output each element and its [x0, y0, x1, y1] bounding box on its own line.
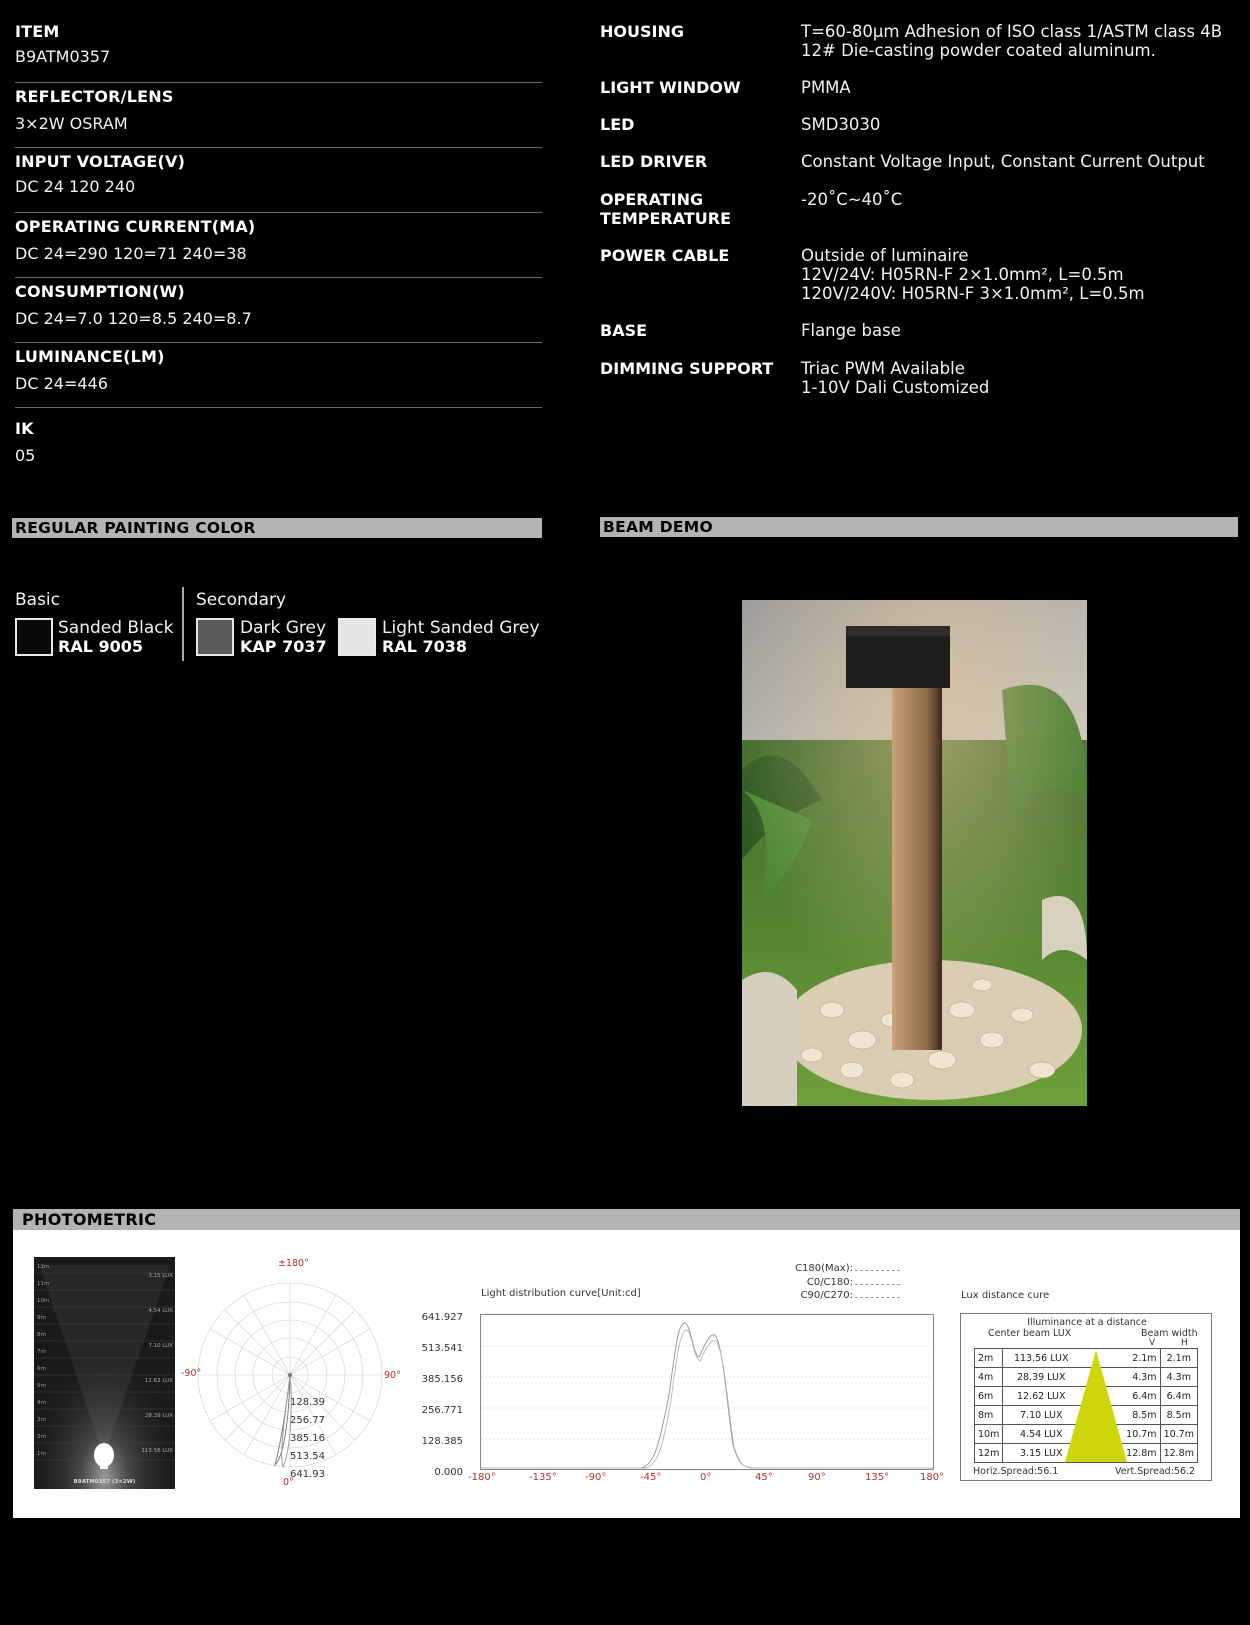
x-tick: 0° [700, 1472, 712, 1483]
v-cell: 4.3m [1123, 1368, 1160, 1387]
spec-label: IK [15, 419, 34, 438]
swatch-light-sanded-grey [338, 618, 376, 656]
lux-header-h: H [1181, 1338, 1188, 1348]
lux-cell: 113.56 LUX [1003, 1349, 1079, 1368]
lux-cell: 3.15 LUX [1003, 1444, 1079, 1463]
lux-cell: 7.10 LUX [1003, 1406, 1079, 1425]
spec-value: DC 24=7.0 120=8.5 240=8.7 [15, 309, 252, 328]
swatch-name: Sanded Black [58, 618, 174, 638]
section-painting-color: REGULAR PAINTING COLOR [12, 518, 542, 538]
legend-item [733, 1289, 900, 1303]
h-cell: 10.7m [1160, 1425, 1197, 1444]
polar-right-label: 90° [384, 1370, 401, 1381]
distance-label: 6m [37, 1366, 46, 1372]
distance-label: 11m [37, 1281, 50, 1287]
polar-ring-labels [290, 1394, 325, 1484]
x-tick: 90° [808, 1472, 826, 1483]
section-beam-demo: BEAM DEMO [600, 517, 1238, 537]
h-cell: 12.8m [1160, 1444, 1197, 1463]
lux-label: 12.62 LUX [144, 1378, 173, 1384]
spec-label: LED [600, 115, 635, 134]
v-cell: 10.7m [1123, 1425, 1160, 1444]
spec-label: POWER CABLE [600, 246, 730, 265]
lux-table-box [960, 1313, 1212, 1481]
legend-label: C180(Max): [795, 1263, 853, 1274]
swatch-code: RAL 7038 [382, 637, 467, 656]
x-tick: -45° [640, 1472, 662, 1483]
ring-label: 385.16 [290, 1433, 325, 1444]
curve-title: Light distribution curve[Unit:cd] [481, 1288, 641, 1299]
distance-label: 3m [37, 1417, 46, 1423]
lux-header-v: V [1149, 1338, 1156, 1348]
distance-cell: 10m [975, 1425, 1003, 1444]
legend-item [733, 1262, 900, 1276]
swatch-name: Dark Grey [240, 618, 327, 638]
x-tick: -180° [468, 1472, 496, 1483]
ring-label: 256.77 [290, 1415, 325, 1426]
polar-top-label: ±180° [278, 1258, 309, 1269]
spec-value: -20˚C~40˚C [801, 190, 903, 209]
spec-label: REFLECTOR/LENS [15, 87, 174, 106]
vert-spread: Vert.Spread:56.2 [1115, 1466, 1196, 1477]
legend-item [733, 1276, 900, 1290]
polar-left-label: -90° [181, 1368, 202, 1379]
polar-diagram [183, 1253, 413, 1493]
legend-label: C0/C180: [806, 1276, 853, 1288]
spec-list-left [15, 18, 542, 473]
spec-value: DC 24 120 240 [15, 177, 136, 196]
distance-cell: 4m [975, 1368, 1003, 1387]
lux-label: 113.56 LUX [141, 1448, 173, 1454]
spec-label: LUMINANCE(LM) [15, 347, 165, 366]
distance-label: 12m [37, 1264, 50, 1270]
spec-value: T=60-80μm Adhesion of ISO class 1/ASTM class 4B 12# Die-casting powder coated aluminum. [801, 22, 1223, 60]
spec-label: HOUSING [600, 22, 684, 41]
y-tick: 641.927 [421, 1312, 463, 1323]
spec-value: SMD3030 [801, 115, 881, 134]
ring-label: 128.39 [290, 1397, 325, 1408]
spec-row-luminance [15, 343, 542, 408]
spec-row-operating-current [15, 213, 542, 278]
basic-heading: Basic [15, 590, 61, 610]
distance-label: 9m [37, 1315, 46, 1321]
lux-table-title: Lux distance cure [961, 1290, 1050, 1301]
x-tick: 180° [920, 1472, 945, 1483]
swatch-name: Light Sanded Grey [382, 618, 540, 638]
curve-svg [481, 1315, 933, 1469]
cone-distance-labels [37, 1259, 49, 1463]
y-tick: 128.385 [421, 1436, 463, 1447]
bollard-illustration [742, 600, 1087, 1106]
spec-label: DIMMING SUPPORT [600, 359, 774, 378]
divider [182, 587, 184, 661]
spec-value: 3×2W OSRAM [15, 114, 128, 133]
spec-label: OPERATING CURRENT(MA) [15, 217, 256, 236]
y-tick: 256.771 [421, 1405, 463, 1416]
beam-cone-diagram [34, 1257, 175, 1489]
swatch-dark-grey [196, 618, 234, 656]
h-cell: 2.1m [1160, 1349, 1197, 1368]
cone-lux-labels [141, 1259, 173, 1469]
distance-cell: 6m [975, 1387, 1003, 1406]
polar-bottom-label: 0° [283, 1477, 294, 1488]
distance-label: 10m [37, 1298, 50, 1304]
swatch-sanded-black [15, 618, 53, 656]
lux-label: 4.54 LUX [148, 1308, 173, 1314]
v-cell: 8.5m [1123, 1406, 1160, 1425]
lux-header-width: Beam width [1141, 1328, 1198, 1339]
spec-label: CONSUMPTION(W) [15, 282, 185, 301]
x-tick: -90° [585, 1472, 607, 1483]
spec-value: Flange base [801, 321, 901, 340]
spec-value: 05 [15, 446, 36, 465]
x-tick: 45° [755, 1472, 773, 1483]
h-cell: 6.4m [1160, 1387, 1197, 1406]
lux-header-center: Center beam LUX [988, 1328, 1072, 1339]
spec-value: PMMA [801, 78, 851, 97]
spec-row-item [15, 18, 542, 83]
section-photometric: PHOTOMETRIC [13, 1209, 1240, 1231]
lux-label: 28.39 LUX [144, 1413, 173, 1419]
ring-label: 641.93 [290, 1469, 325, 1480]
spec-row-consumption [15, 278, 542, 343]
distance-label: 4m [37, 1400, 46, 1406]
y-tick: 385.156 [421, 1374, 463, 1385]
distance-label: 2m [37, 1434, 46, 1440]
distance-label: 1m [37, 1451, 46, 1457]
distance-label: 8m [37, 1332, 46, 1338]
horiz-spread: Horiz.Spread:56.1 [973, 1466, 1059, 1477]
distance-label: 5m [37, 1383, 46, 1389]
y-tick: 513.541 [421, 1343, 463, 1354]
v-cell: 6.4m [1123, 1387, 1160, 1406]
spec-label: LED DRIVER [600, 152, 708, 171]
spec-label: LIGHT WINDOW [600, 78, 741, 97]
v-cell: 12.8m [1123, 1444, 1160, 1463]
lux-label: 3.15 LUX [148, 1273, 173, 1279]
distance-cell: 8m [975, 1406, 1003, 1425]
secondary-heading: Secondary [196, 590, 287, 610]
distance-cell: 2m [975, 1349, 1003, 1368]
spec-label: INPUT VOLTAGE(V) [15, 152, 186, 171]
h-cell: 8.5m [1160, 1406, 1197, 1425]
legend-label: C90/C270: [800, 1290, 853, 1301]
v-cell: 2.1m [1123, 1349, 1160, 1368]
lux-beam-triangle [961, 1314, 1213, 1482]
lux-cell: 12.62 LUX [1003, 1387, 1079, 1406]
spec-value: DC 24=290 120=71 240=38 [15, 244, 247, 263]
spec-value: B9ATM0357 [15, 47, 111, 66]
cone-caption: B9ATM0357 (3×2W) [73, 1479, 136, 1485]
distance-label: 7m [37, 1349, 46, 1355]
spec-label: OPERATING TEMPERATURE [600, 190, 732, 228]
curve-plot [480, 1314, 934, 1470]
spec-row-reflector [15, 83, 542, 148]
spec-row-ik [15, 408, 542, 473]
x-tick: -135° [529, 1472, 557, 1483]
beam-demo-photo [742, 600, 1087, 1106]
h-cell: 4.3m [1160, 1368, 1197, 1387]
spec-row-input-voltage [15, 148, 542, 213]
curve-y-ticks [413, 1302, 463, 1488]
lux-header-main: Illuminance at a distance [1027, 1317, 1147, 1328]
x-tick: 135° [865, 1472, 890, 1483]
y-tick: 0.000 [434, 1467, 463, 1478]
lux-label: 7.10 LUX [148, 1343, 173, 1349]
swatch-code: KAP 7037 [240, 637, 327, 656]
spec-value: DC 24=446 [15, 374, 108, 393]
spec-value: Constant Voltage Input, Constant Current Output [801, 152, 1205, 171]
swatch-code: RAL 9005 [58, 637, 143, 656]
ring-label: 513.54 [290, 1451, 325, 1462]
lux-cell: 4.54 LUX [1003, 1425, 1079, 1444]
spec-value: Triac PWM Available 1-10V Dali Customized [801, 359, 990, 397]
photometric-panel [13, 1230, 1240, 1518]
spec-label: ITEM [15, 22, 60, 41]
spec-value: Outside of luminaire 12V/24V: H05RN-F 2×1.0mm², L=0.5m 120V/240V: H05RN-F 3×1.0mm², L=0.5m [801, 246, 1145, 303]
curve-legend [733, 1262, 900, 1303]
spec-label: BASE [600, 321, 648, 340]
distance-cell: 12m [975, 1444, 1003, 1463]
lux-cell: 28.39 LUX [1003, 1368, 1079, 1387]
